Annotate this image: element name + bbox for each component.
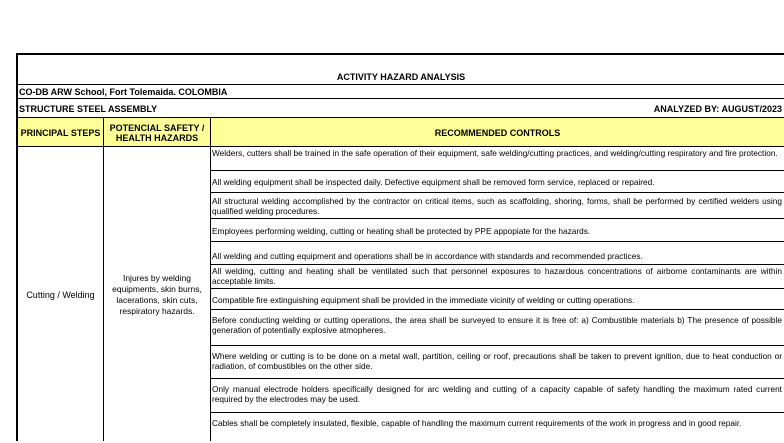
control-text: All welding and cutting equipment and operations shall be in accordance with standards and recommended practices. bbox=[212, 251, 643, 261]
control-item bbox=[211, 219, 784, 242]
control-item: Before conducting welding or cutting operations, the area shall be surveyed to ensure it is free of: a) Combustible materials b) The presence of possible generation of potentially explosive atmopheres. bbox=[211, 310, 784, 346]
control-text: Compatible fire extinguishing equipment shall be provided in the immediate vicinity of welding or cutting operations. bbox=[212, 294, 635, 305]
hazards-cell: Injures by welding equipments, skin burns, lacerations, skin cuts, respiratory hazards. bbox=[112, 273, 202, 316]
activity-row bbox=[18, 100, 784, 118]
control-item: Where welding or cutting is to be done on a metal wall, partition, ceiling or roof, precautions shall be taken to prevent ignition, due to heat conduction or radiation, of combustibles on the other side. bbox=[211, 346, 784, 379]
control-item bbox=[211, 171, 784, 193]
header-principal-steps: PRINCIPAL STEPS bbox=[18, 118, 104, 147]
document-title: ACTIVITY HAZARD ANALYSIS bbox=[336, 72, 466, 82]
control-item bbox=[211, 242, 784, 265]
activity-label: STRUCTURE STEEL ASSEMBLY bbox=[19, 103, 158, 114]
control-item: All structural welding accomplished by the contractor on critical items, such as scaffolding, shoring, forms, shall be performed by certified welders using qualified welding procedures. bbox=[211, 193, 784, 219]
location-row bbox=[18, 85, 784, 99]
control-item: All welding, cutting and heating shall be ventilated such that personnel exposures to hazardous concentrations of airborne contaminants are within acceptable limits. bbox=[211, 265, 784, 289]
control-item bbox=[211, 289, 784, 310]
title-row bbox=[18, 55, 784, 85]
control-text: Employees performing welding, cutting or heating shall be protected by PPE appopiate for the hazards. bbox=[212, 225, 591, 236]
principal-step-cell: Cutting / Welding bbox=[26, 290, 95, 300]
control-item: Only manual electrode holders specifically designed for arc welding and cutting of a capacity capable of safety handling the maximum rated current required by the electrodes may be used. bbox=[211, 379, 784, 413]
hazard-analysis-sheet bbox=[16, 53, 784, 441]
control-item: Welders, cutters shall be trained in the safe operation of their equipment, safe welding/cutting practices, and welding/cutting respiratory and fire protection. bbox=[211, 147, 784, 171]
header-hazards: POTENCIAL SAFETY / HEALTH HAZARDS bbox=[104, 118, 211, 147]
location-label: CO-DB ARW School, Fort Tolemaida. COLOMBIA bbox=[19, 86, 228, 97]
control-item: Cables shall be completely insulated, flexible, capable of handling the maximum current requirements of the work in progress and in good repair. bbox=[212, 418, 742, 428]
control-text: All welding equipment shall be inspected daily. Defective equipment shall be removed form service, replaced or repaired. bbox=[212, 177, 655, 187]
column-header-row bbox=[18, 118, 784, 147]
analyzed-by-label: ANALYZED BY: AUGUST/2023 bbox=[653, 103, 782, 114]
header-recommended-controls: RECOMMENDED CONTROLS bbox=[434, 127, 561, 138]
